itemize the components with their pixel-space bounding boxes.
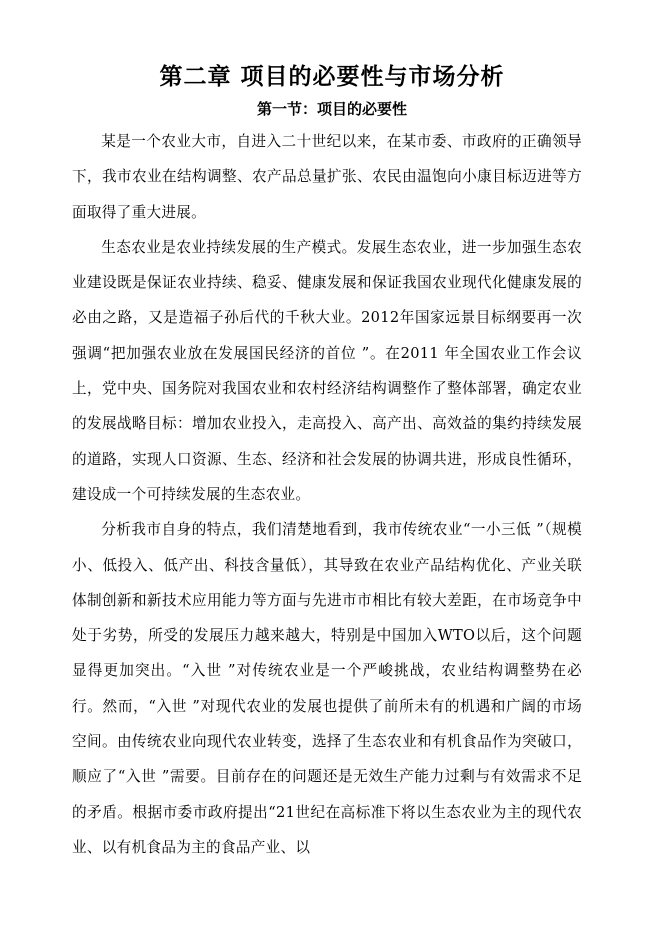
chapter-title: 第二章 项目的必要性与市场分析: [159, 63, 505, 90]
paragraph-3: 分析我市自身的特点，我们清楚地看到，我市传统农业“一小三低 ”（规模小、低投入、低产出、科技含量低），其导致在农业产品结构优化、产业关联体制创新和新技术应用能力等方面与先进市市相比有较大差距，在市场竞争中处于劣势，所受的发展压力越来越大，特别是中国加入WTO以后，这个问题显得更加突出。“入世 ”对传统农业是一个严峻挑战，农业结构调整势在必行。然而，“入世 ”对现代农业的发展也提供了前所未有的机遇和广阔的市场空间。由传统农业向现代农业转变，选择了生态农业和有机食品作为突破口，顺应了“入世 ”需要。目前存在的问题还是无效生产能力过剩与有效需求不足的矛盾。根据市委市政府提出“21世纪在高标准下将以生态农业为主的现代农业、以有机食品为主的食品产业、以: [72, 521, 582, 856]
section-title: 第一节：项目的必要性: [256, 100, 407, 118]
paragraph-2: 生态农业是农业持续发展的生产模式。发展生态农业，进一步加强生态农业建设既是保证农业持续、稳妥、健康发展和保证我国农业现代化健康发展的必由之路，又是造福子孙后代的千秋大业。2012年国家远景目标纲要再一次强调“把加强农业放在发展国民经济的首位 ”。在2011 年全国农业工作会议上，党中央、国务院对我国农业和农村经济结构调整作了整体部署，确定农业的发展战略目标：增加农业投入，走高投入、高产出、高效益的集约持续发展的道路，实现人口资源、生态、经济和社会发展的协调共进，形成良性循环，建设成一个可持续发展的生态农业。: [72, 238, 582, 503]
paragraph-1: 某是一个农业大市，自进入二十世纪以来，在某市委、市政府的正确领导下，我市农业在结构调整、农产品总量扩张、农民由温饱向小康目标迈进等方面取得了重大进展。: [72, 133, 582, 221]
